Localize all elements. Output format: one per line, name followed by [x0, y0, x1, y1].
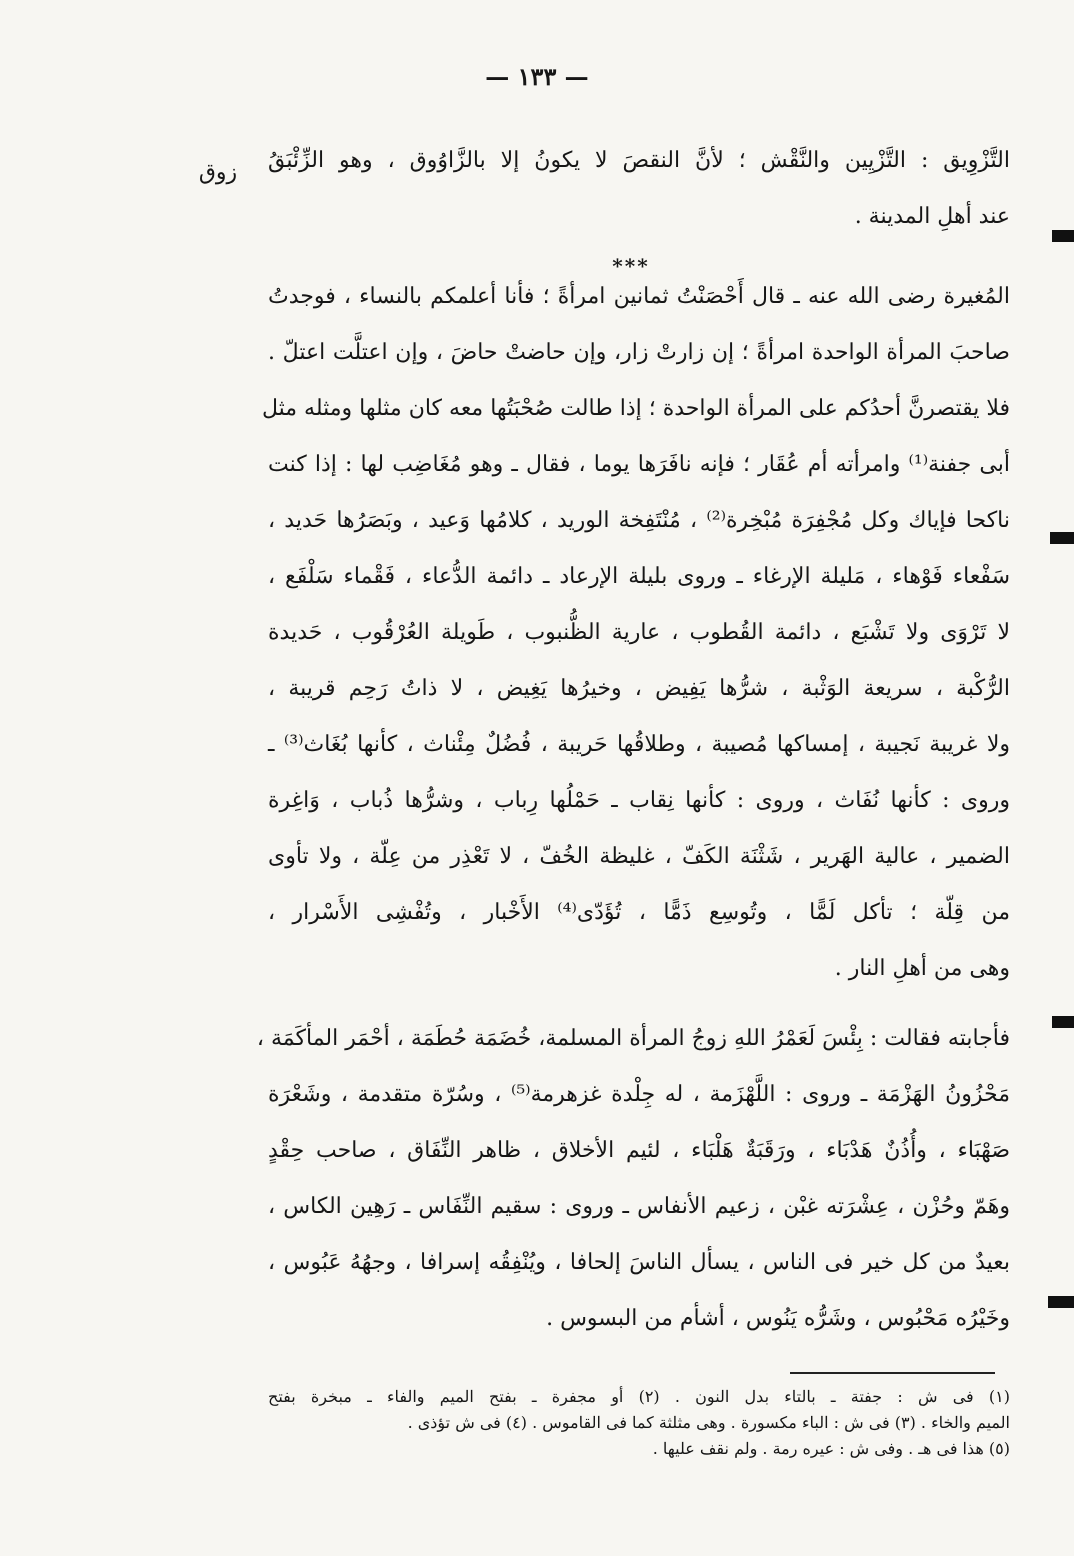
scan-edge-mark [1048, 1296, 1074, 1308]
footnote-line: (١) فى ش : جفتة ـ بالتاء بدل النون . (٢) أو مجفرة ـ بفتح الميم والفاء ـ مبخرة بفتح [268, 1387, 1010, 1406]
text-line: وخَيْرُه مَحْبُوس ، وشَرُّه يَنُوس ، أشأم من البسوس . [546, 1306, 1010, 1331]
text-line: مَحْزُونُ الهَزْمَة ـ وروى : اللَّهْزَمة ، له جِلْدة غزهرمة⁽⁵⁾ ، وسُرّة متقدمة ، وشَعْرَة [268, 1082, 1010, 1107]
text-line: صَهْبَاء ، وأُذُنٌ هَدْبَاء ، ورَقَبَةٌ هَلْبَاء ، لئيم الأخلاق ، ظاهر النِّفَاق ، صاحب حِقْدٍ [268, 1138, 1010, 1163]
text-line: وهَمّ وحُزْن ، عِشْرَته غبْن ، زعيم الأنفاس ـ وروى : سقيم النِّفَاس ـ رَهِين الكاس ، [268, 1194, 1010, 1219]
entry-line: التَّزْوِيق : التَّزْيِين والنَّقْش ؛ لأنَّ النقصَ لا يكونُ إلا بالزَّاوُوق ، وهو الزِّئْبَقُ [268, 148, 1010, 173]
scan-edge-mark [1052, 230, 1074, 242]
scan-edge-mark [1052, 1016, 1074, 1028]
section-separator: *** [612, 254, 650, 278]
text-line: لا تَرْوَى ولا تَشْبَع ، دائمة القُطوب ، عارية الظُّنبوب ، طَويلة العُرْقُوب ، حَديدة [268, 620, 1010, 645]
text-line: وهى من أهلِ النار . [834, 956, 1010, 981]
footnote-divider [790, 1372, 995, 1374]
text-line: أبى جفنة⁽¹⁾ وامرأته أم عُقَار ؛ فإنه نافَرَها يوما ، فقال ـ وهو مُغَاضِب لها : إذا كنت [268, 452, 1010, 477]
text-line: الرُّكْبة ، سريعة الوَثْبة ، شرُّها يَفِيض ، وخيرُها يَغِيض ، لا ذاتُ رَحِم قريبة ، [268, 676, 1010, 701]
footnote-line: (٥) هذا فى هـ . وفى ش : عيره رمة . ولم نقف عليها . [652, 1439, 1010, 1458]
entry-line: عند أهلِ المدينة . [854, 204, 1010, 229]
scan-edge-mark [1050, 532, 1074, 544]
text-line: من قِلّة ؛ تأكل لَمًّا ، وتُوسِع ذَمًّا ، تُؤَدّى⁽⁴⁾ الأَخْبار ، وتُفْشِى الأَسْرار ، [268, 900, 1010, 925]
text-line: ناكحا فإياك وكل مُجْفِرَة مُبْخِرة⁽²⁾ ، مُنْتَفِخة الوريد ، كلامُها وَعيد ، وبَصَرُها حَديد ، [268, 508, 1010, 533]
text-line: المُغيرة رضى الله عنه ـ قال أَحْصَنْتُ ثمانين امرأةً ؛ فأنا أعلمكم بالنساء ، فوجدتُ [268, 284, 1010, 309]
text-line: ولا غريبة نَجيبة ، إمساكها مُصيبة ، وطلاقُها حَريبة ، فُضُلٌ مِئْناث ، كأنها بُغَاث⁽³⁾ ـ [268, 732, 1010, 757]
text-line: وروى : كأنها نُفَاث ، وروى : كأنها نِقاب ـ حَمْلُها رِباب ، وشرُّها ذُباب ، وَاغِرة [268, 788, 1010, 813]
text-line: صاحبَ المرأة الواحدة امرأةً ؛ إن زارتْ زار، وإن حاضتْ حاضَ ، وإن اعتلَّت اعتلّ . [268, 340, 1010, 365]
text-line: الضمير ، عالية الهَرير ، شَثْنَة الكَفّ ، غليظة الخُفّ ، لا تَعْذِر من عِلّة ، ولا تأوى [268, 844, 1010, 869]
margin-keyword: زوق [198, 160, 238, 185]
footnote-line: الميم والخاء . (٣) فى ش : الباء مكسورة . وهى مثلثة كما فى القاموس . (٤) فى ش تؤذى . [407, 1413, 1010, 1432]
text-line: فأجابته فقالت : بِئْسَ لَعَمْرُ اللهِ زوجُ المرأة المسلمة، خُضَمَة حُطَمَة ، أحْمَر المأكَمَة ، [256, 1026, 1010, 1051]
page-number: — ١٣٣ — [485, 62, 589, 91]
text-line: بعيدٌ من كل خير فى الناس ، يسأل الناسَ إلحافا ، ويُنْفِقُه إسرافا ، وجهُهُ عَبُوس ، [268, 1250, 1010, 1275]
text-line: فلا يقتصرنَّ أحدُكم على المرأة الواحدة ؛ إذا طالت صُحْبَتُها معه كان مثلها ومثله مثل [261, 396, 1010, 421]
text-line: سَفْعاء فَوْهاء ، مَليلة الإرغاء ـ وروى بليلة الإرعاد ـ دائمة الدُّعاء ، فَقْماء سَلْفَع ، [268, 564, 1010, 589]
